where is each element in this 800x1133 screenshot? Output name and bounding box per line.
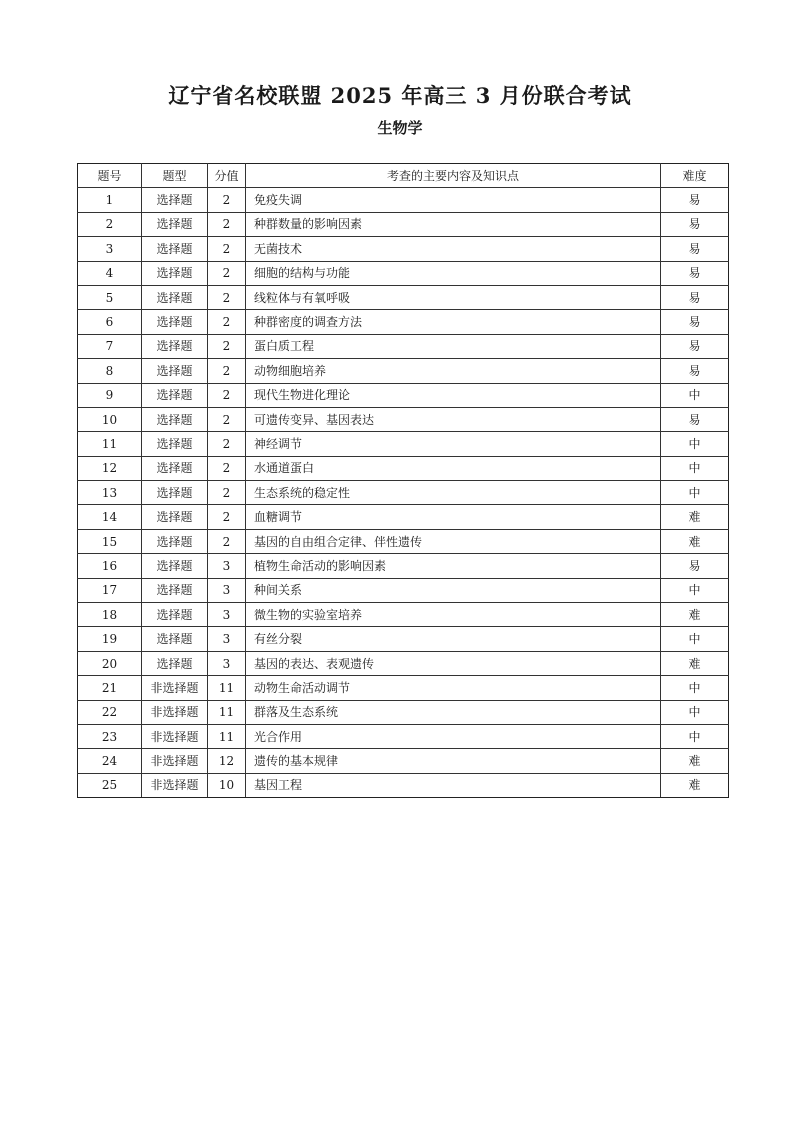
cell-type: 选择题 (142, 261, 208, 285)
cell-content: 种群数量的影响因素 (246, 212, 661, 236)
cell-content: 细胞的结构与功能 (246, 261, 661, 285)
cell-content: 基因工程 (246, 773, 661, 797)
cell-content: 基因的自由组合定律、伴性遗传 (246, 529, 661, 553)
table-row (78, 529, 729, 553)
cell-number: 13 (78, 481, 142, 505)
cell-content: 蛋白质工程 (246, 334, 661, 358)
cell-difficulty: 易 (661, 310, 729, 334)
cell-content: 神经调节 (246, 432, 661, 456)
cell-type: 选择题 (142, 603, 208, 627)
cell-number: 3 (78, 237, 142, 261)
cell-number: 16 (78, 554, 142, 578)
cell-number: 18 (78, 603, 142, 627)
cell-content: 生态系统的稳定性 (246, 481, 661, 505)
table-row (78, 651, 729, 675)
cell-content: 种群密度的调查方法 (246, 310, 661, 334)
cell-score: 2 (208, 188, 246, 212)
table-row (78, 773, 729, 797)
cell-score: 3 (208, 603, 246, 627)
cell-score: 2 (208, 432, 246, 456)
cell-difficulty: 中 (661, 676, 729, 700)
cell-content: 遗传的基本规律 (246, 749, 661, 773)
cell-score: 2 (208, 212, 246, 236)
cell-score: 2 (208, 481, 246, 505)
cell-difficulty: 易 (661, 261, 729, 285)
cell-difficulty: 难 (661, 505, 729, 529)
cell-difficulty: 易 (661, 285, 729, 309)
cell-type: 选择题 (142, 481, 208, 505)
cell-difficulty: 中 (661, 481, 729, 505)
table-header-row (78, 164, 729, 188)
cell-number: 19 (78, 627, 142, 651)
cell-number: 25 (78, 773, 142, 797)
cell-difficulty: 难 (661, 773, 729, 797)
cell-type: 选择题 (142, 334, 208, 358)
cell-type: 选择题 (142, 529, 208, 553)
cell-number: 23 (78, 724, 142, 748)
cell-type: 选择题 (142, 188, 208, 212)
cell-score: 2 (208, 407, 246, 431)
table-row (78, 383, 729, 407)
cell-content: 基因的表达、表观遗传 (246, 651, 661, 675)
cell-type: 非选择题 (142, 749, 208, 773)
cell-difficulty: 易 (661, 188, 729, 212)
cell-type: 选择题 (142, 383, 208, 407)
table-row (78, 554, 729, 578)
table-row (78, 505, 729, 529)
table-row (78, 359, 729, 383)
cell-difficulty: 易 (661, 359, 729, 383)
column-header-score: 分值 (208, 164, 246, 188)
table-row (78, 456, 729, 480)
cell-content: 光合作用 (246, 724, 661, 748)
cell-content: 血糖调节 (246, 505, 661, 529)
cell-content: 免疫失调 (246, 188, 661, 212)
cell-type: 选择题 (142, 456, 208, 480)
cell-score: 2 (208, 261, 246, 285)
cell-score: 2 (208, 334, 246, 358)
table-row (78, 603, 729, 627)
cell-type: 选择题 (142, 578, 208, 602)
table-row (78, 749, 729, 773)
cell-score: 10 (208, 773, 246, 797)
cell-difficulty: 难 (661, 529, 729, 553)
cell-number: 1 (78, 188, 142, 212)
cell-difficulty: 易 (661, 237, 729, 261)
cell-score: 3 (208, 627, 246, 651)
cell-number: 24 (78, 749, 142, 773)
cell-number: 5 (78, 285, 142, 309)
column-header-type: 题型 (142, 164, 208, 188)
cell-type: 选择题 (142, 651, 208, 675)
table-row (78, 724, 729, 748)
cell-type: 选择题 (142, 554, 208, 578)
cell-score: 2 (208, 310, 246, 334)
table-row (78, 334, 729, 358)
cell-content: 无菌技术 (246, 237, 661, 261)
cell-difficulty: 中 (661, 432, 729, 456)
cell-difficulty: 中 (661, 700, 729, 724)
table-row (78, 212, 729, 236)
table-row (78, 188, 729, 212)
cell-score: 2 (208, 383, 246, 407)
cell-content: 现代生物进化理论 (246, 383, 661, 407)
cell-number: 10 (78, 407, 142, 431)
cell-type: 选择题 (142, 285, 208, 309)
cell-score: 3 (208, 651, 246, 675)
cell-type: 选择题 (142, 359, 208, 383)
cell-type: 非选择题 (142, 676, 208, 700)
cell-difficulty: 易 (661, 554, 729, 578)
cell-difficulty: 中 (661, 456, 729, 480)
cell-difficulty: 难 (661, 603, 729, 627)
exam-analysis-table (77, 163, 729, 798)
cell-type: 选择题 (142, 212, 208, 236)
cell-number: 9 (78, 383, 142, 407)
cell-type: 选择题 (142, 407, 208, 431)
table-row (78, 676, 729, 700)
table-row (78, 578, 729, 602)
table-row (78, 481, 729, 505)
cell-score: 11 (208, 700, 246, 724)
cell-content: 种间关系 (246, 578, 661, 602)
table-row (78, 432, 729, 456)
cell-number: 6 (78, 310, 142, 334)
cell-type: 非选择题 (142, 700, 208, 724)
table-body (78, 188, 729, 798)
cell-number: 2 (78, 212, 142, 236)
table-row (78, 237, 729, 261)
cell-content: 线粒体与有氧呼吸 (246, 285, 661, 309)
cell-score: 3 (208, 554, 246, 578)
cell-score: 2 (208, 359, 246, 383)
cell-type: 选择题 (142, 310, 208, 334)
table-row (78, 285, 729, 309)
cell-number: 15 (78, 529, 142, 553)
table-row (78, 700, 729, 724)
cell-number: 7 (78, 334, 142, 358)
cell-content: 群落及生态系统 (246, 700, 661, 724)
cell-content: 植物生命活动的影响因素 (246, 554, 661, 578)
cell-difficulty: 中 (661, 724, 729, 748)
cell-score: 11 (208, 724, 246, 748)
page-subtitle: 生物学 (377, 119, 423, 137)
cell-number: 14 (78, 505, 142, 529)
cell-content: 动物生命活动调节 (246, 676, 661, 700)
cell-type: 选择题 (142, 505, 208, 529)
cell-number: 17 (78, 578, 142, 602)
cell-number: 20 (78, 651, 142, 675)
table-row (78, 407, 729, 431)
cell-score: 2 (208, 285, 246, 309)
table-row (78, 627, 729, 651)
cell-type: 选择题 (142, 432, 208, 456)
cell-difficulty: 易 (661, 407, 729, 431)
column-header-difficulty: 难度 (661, 164, 729, 188)
cell-content: 可遗传变异、基因表达 (246, 407, 661, 431)
column-header-number: 题号 (78, 164, 142, 188)
cell-type: 非选择题 (142, 773, 208, 797)
cell-score: 2 (208, 456, 246, 480)
cell-number: 11 (78, 432, 142, 456)
table-row (78, 261, 729, 285)
table-row (78, 310, 729, 334)
cell-difficulty: 易 (661, 212, 729, 236)
cell-number: 4 (78, 261, 142, 285)
cell-number: 12 (78, 456, 142, 480)
cell-type: 选择题 (142, 627, 208, 651)
cell-content: 动物细胞培养 (246, 359, 661, 383)
page-title: 辽宁省名校联盟 2025 年高三 3 月份联合考试 (168, 83, 632, 108)
cell-number: 8 (78, 359, 142, 383)
cell-difficulty: 中 (661, 383, 729, 407)
cell-number: 22 (78, 700, 142, 724)
cell-score: 3 (208, 578, 246, 602)
cell-content: 水通道蛋白 (246, 456, 661, 480)
cell-score: 2 (208, 529, 246, 553)
cell-type: 非选择题 (142, 724, 208, 748)
cell-difficulty: 中 (661, 627, 729, 651)
cell-score: 12 (208, 749, 246, 773)
cell-score: 2 (208, 505, 246, 529)
column-header-content: 考查的主要内容及知识点 (246, 164, 661, 188)
cell-type: 选择题 (142, 237, 208, 261)
cell-score: 2 (208, 237, 246, 261)
cell-score: 11 (208, 676, 246, 700)
cell-number: 21 (78, 676, 142, 700)
cell-difficulty: 难 (661, 651, 729, 675)
cell-difficulty: 中 (661, 578, 729, 602)
cell-content: 有丝分裂 (246, 627, 661, 651)
cell-difficulty: 易 (661, 334, 729, 358)
cell-content: 微生物的实验室培养 (246, 603, 661, 627)
cell-difficulty: 难 (661, 749, 729, 773)
